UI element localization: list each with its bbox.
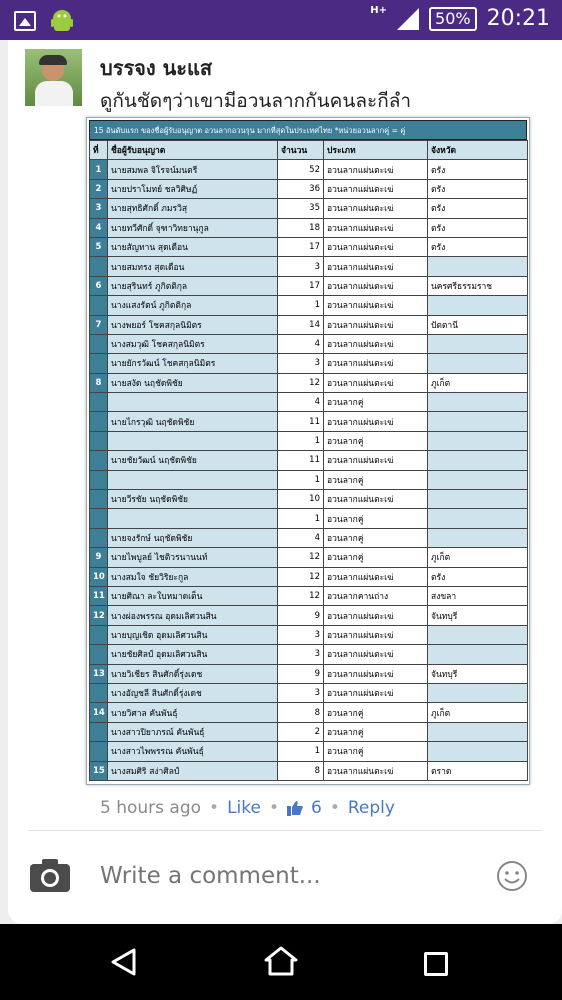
net-type: อวนลากแผ่นตะเฆ่ (324, 334, 428, 353)
table-row (90, 509, 528, 528)
row-number: 1 (90, 160, 108, 179)
row-number (90, 354, 108, 373)
net-type: อวนลากคู่ (324, 528, 428, 547)
amount: 11 (278, 451, 324, 470)
amount: 35 (278, 199, 324, 218)
post-text: ดูกันชัดๆว่าเขามีอวนลากกันคนละกีลำ (100, 90, 412, 112)
row-number: 3 (90, 199, 108, 218)
row-number: 10 (90, 567, 108, 586)
table-row (90, 625, 528, 644)
table-row (90, 257, 528, 276)
licensee-name: นายจงรักษ์ นฤชัดพิชัย (108, 528, 278, 547)
amount: 9 (278, 606, 324, 625)
net-type: อวนลากแผ่นตะเฆ่ (324, 645, 428, 664)
amount: 12 (278, 548, 324, 567)
amount: 8 (278, 761, 324, 780)
post-image[interactable] (86, 117, 530, 785)
amount: 1 (278, 742, 324, 761)
province: นครศรีธรรมราช (428, 276, 528, 295)
province (428, 296, 528, 315)
back-icon[interactable] (110, 948, 138, 976)
table-row (90, 451, 528, 470)
home-icon[interactable] (264, 946, 298, 976)
licensee-name (108, 431, 278, 450)
province: ภูเก็ต (428, 548, 528, 567)
author-name[interactable]: บรรจง นะแส (100, 56, 213, 80)
licensee-name: นางสมวุฒิ โชคสกุลนิมิตร (108, 334, 278, 353)
table-row (90, 218, 528, 237)
net-type: อวนลากคู่ (324, 431, 428, 450)
row-number: 14 (90, 703, 108, 722)
row-number (90, 451, 108, 470)
net-type: อวนลากคู่ (324, 722, 428, 741)
amount: 2 (278, 722, 324, 741)
like-count[interactable]: 6 (311, 798, 322, 818)
province (428, 354, 528, 373)
table-row (90, 761, 528, 780)
net-type: อวนลากแผ่นตะเฆ่ (324, 683, 428, 702)
net-type: อวนลากแผ่นตะเฆ่ (324, 664, 428, 683)
licensee-name: นายสมพล จิโรจน์มนตรี (108, 160, 278, 179)
table-row (90, 645, 528, 664)
net-type: อวนลากแผ่นตะเฆ่ (324, 237, 428, 256)
net-type: อวนลากแผ่นตะเฆ่ (324, 354, 428, 373)
province (428, 451, 528, 470)
net-type: อวนลากแผ่นตะเฆ่ (324, 373, 428, 392)
table-row (90, 237, 528, 256)
row-number (90, 683, 108, 702)
licensee-name: นายศิณา ละใบหมาดเต็น (108, 586, 278, 605)
amount: 1 (278, 470, 324, 489)
licensee-name: นายยักรวัฒน์ โชคสกุลนิมิตร (108, 354, 278, 373)
table-row (90, 354, 528, 373)
licensee-name (108, 393, 278, 412)
table-row (90, 703, 528, 722)
licensee-name: นางแสงรัตน์ ภูกิตติกุล (108, 296, 278, 315)
net-type: อวนลากแผ่นตะเฆ่ (324, 276, 428, 295)
net-type: อวนลากคู่ (324, 509, 428, 528)
table-row (90, 664, 528, 683)
table-row (90, 567, 528, 586)
province (428, 645, 528, 664)
avatar[interactable] (25, 49, 82, 106)
row-number (90, 393, 108, 412)
separator-dot: • (268, 798, 279, 818)
amount: 1 (278, 509, 324, 528)
row-number (90, 257, 108, 276)
net-type: อวนลากแผ่นตะเฆ่ (324, 199, 428, 218)
row-number (90, 470, 108, 489)
net-type: อวนลากแผ่นตะเฆ่ (324, 179, 428, 198)
province (428, 528, 528, 547)
province: สงขลา (428, 586, 528, 605)
separator-dot: • (329, 798, 340, 818)
province (428, 490, 528, 509)
amount: 4 (278, 393, 324, 412)
licensee-name: นายวีรชัย นฤชัดพิชัย (108, 490, 278, 509)
header-no: ที่ (90, 141, 108, 160)
recent-apps-icon[interactable] (424, 952, 448, 976)
licensee-name: นายชัยศิลป์ อุดมเลิศวนสิน (108, 645, 278, 664)
amount: 3 (278, 257, 324, 276)
row-number: 2 (90, 179, 108, 198)
camera-icon[interactable] (30, 858, 70, 892)
clock: 20:21 (486, 6, 550, 31)
amount: 3 (278, 625, 324, 644)
separator-dot: • (209, 798, 220, 818)
reply-button[interactable]: Reply (347, 798, 395, 818)
table-row (90, 528, 528, 547)
net-type: อวนลากคู่ (324, 393, 428, 412)
timestamp: 5 hours ago (100, 798, 202, 818)
amount: 10 (278, 490, 324, 509)
amount: 52 (278, 160, 324, 179)
amount: 3 (278, 683, 324, 702)
header-name: ชื่อผู้รับอนุญาต (108, 141, 278, 160)
navigation-bar (0, 924, 562, 1000)
province: ตรัง (428, 567, 528, 586)
amount: 12 (278, 567, 324, 586)
net-type: อวนลากแผ่นตะเฆ่ (324, 625, 428, 644)
licensee-name: นางสมศิริ สง่าศิลป์ (108, 761, 278, 780)
net-type: อวนลากแผ่นตะเฆ่ (324, 315, 428, 334)
amount: 8 (278, 703, 324, 722)
amount: 3 (278, 645, 324, 664)
row-number: 13 (90, 664, 108, 683)
province: จันทบุรี (428, 606, 528, 625)
amount: 14 (278, 315, 324, 334)
amount: 18 (278, 218, 324, 237)
row-number: 4 (90, 218, 108, 237)
licensee-name: นางอัญชลี สินศักดิ์รุ่งเดช (108, 683, 278, 702)
net-type: อวนลากแผ่นตะเฆ่ (324, 761, 428, 780)
table-row (90, 431, 528, 450)
province: ภูเก็ต (428, 703, 528, 722)
table-header-row (90, 141, 528, 160)
image-table-title: 15 อันดับแรก ของชื่อผู้รับอนุญาต อวนลากอวนรุน มากที่สุดในประเทศไทย *หน่วยอวนลากคู่ = คู่ (89, 120, 527, 140)
licensee-name: นายสมทรง สุดเดือน (108, 257, 278, 276)
network-type: H+ (370, 5, 388, 16)
province: ตรัง (428, 237, 528, 256)
table-row (90, 160, 528, 179)
net-type: อวนลากแผ่นตะเฆ่ (324, 218, 428, 237)
net-type: อวนลากแผ่นตะเฆ่ (324, 257, 428, 276)
android-icon (48, 8, 76, 34)
amount: 36 (278, 179, 324, 198)
licensee-name: นายบุญเชิด อุดมเลิศวนสิน (108, 625, 278, 644)
amount: 3 (278, 354, 324, 373)
licensee-name (108, 470, 278, 489)
row-number (90, 645, 108, 664)
province: ตราด (428, 761, 528, 780)
province: ภูเก็ต (428, 373, 528, 392)
amount: 17 (278, 276, 324, 295)
licensee-name: นายไกรวุฒิ นฤชัดพิชัย (108, 412, 278, 431)
table-row (90, 470, 528, 489)
divider (28, 830, 542, 831)
table-row (90, 548, 528, 567)
licensee-name: นายสงัด นฤชัดพิชัย (108, 373, 278, 392)
amount: 11 (278, 412, 324, 431)
net-type: อวนลากคู่ (324, 548, 428, 567)
table-row (90, 722, 528, 741)
table-row (90, 606, 528, 625)
signal-icon (397, 8, 419, 30)
licensee-name: นางสาวปิยาภรณ์ คันพันธุ์ (108, 722, 278, 741)
net-type: อวนลากคู่ (324, 470, 428, 489)
licensee-name: นายสุทธิศักดิ์ ภมรวิสุ (108, 199, 278, 218)
table-row (90, 315, 528, 334)
amount: 4 (278, 334, 324, 353)
post-meta (100, 798, 395, 818)
like-icon (287, 800, 303, 816)
net-type: อวนลากคู่ (324, 703, 428, 722)
province: ตรัง (428, 199, 528, 218)
amount: 4 (278, 528, 324, 547)
licensee-name: นางสมใจ ชัยวิริยะกูล (108, 567, 278, 586)
licensee-name: นายไพบูลย์ ไชติวรนานนท์ (108, 548, 278, 567)
table-row (90, 393, 528, 412)
net-type: อวนลากแผ่นตะเฆ่ (324, 412, 428, 431)
amount: 17 (278, 237, 324, 256)
header-type: ประเภท (324, 141, 428, 160)
smiley-icon[interactable] (496, 860, 528, 892)
province (428, 625, 528, 644)
net-type: อวนลากคู่ (324, 742, 428, 761)
row-number (90, 296, 108, 315)
province (428, 509, 528, 528)
province (428, 683, 528, 702)
licensee-name (108, 509, 278, 528)
row-number (90, 742, 108, 761)
row-number: 5 (90, 237, 108, 256)
net-type: อวนลากแผ่นตะเฆ่ (324, 606, 428, 625)
table-row (90, 683, 528, 702)
row-number (90, 509, 108, 528)
table-row (90, 586, 528, 605)
licensee-name: นายสุรินทร์ ภูกิตติกุล (108, 276, 278, 295)
province (428, 742, 528, 761)
licensee-name: นายทวีศักดิ์ จุฑาวิทยานุกูล (108, 218, 278, 237)
row-number (90, 722, 108, 741)
amount: 12 (278, 586, 324, 605)
table-row (90, 334, 528, 353)
province (428, 393, 528, 412)
net-type: อวนลากแผ่นตะเฆ่ (324, 451, 428, 470)
net-type: อวนลากแผ่นตะเฆ่ (324, 160, 428, 179)
province: จันทบุรี (428, 664, 528, 683)
province: ตรัง (428, 218, 528, 237)
licensee-name: นายปราโมทย์ ชลวิศิษฏ์ (108, 179, 278, 198)
table-row (90, 276, 528, 295)
amount: 9 (278, 664, 324, 683)
row-number (90, 431, 108, 450)
amount: 1 (278, 296, 324, 315)
province (428, 257, 528, 276)
header-amount: จำนวน (278, 141, 324, 160)
table-row (90, 490, 528, 509)
status-bar (0, 0, 562, 40)
province: ปัตตานี (428, 315, 528, 334)
row-number: 9 (90, 548, 108, 567)
licensee-name: นายวิเชียร สินศักดิ์รุ่งเดช (108, 664, 278, 683)
row-number: 12 (90, 606, 108, 625)
table-row (90, 412, 528, 431)
row-number: 15 (90, 761, 108, 780)
row-number (90, 490, 108, 509)
table-row (90, 742, 528, 761)
row-number: 8 (90, 373, 108, 392)
net-type: อวนลากแผ่นตะเฆ่ (324, 490, 428, 509)
table-row (90, 199, 528, 218)
header-province: จังหวัด (428, 141, 528, 160)
licensee-name: นางผ่องพรรณ อุดมเลิศวนสิน (108, 606, 278, 625)
row-number (90, 412, 108, 431)
licensee-name: นางสาวไพพรรณ คันพันธุ์ (108, 742, 278, 761)
license-table (89, 140, 528, 781)
licensee-name: นายสัญทาน สุดเดือน (108, 237, 278, 256)
licensee-name: นายวิศาล คันพันธุ์ (108, 703, 278, 722)
table-row (90, 373, 528, 392)
amount: 1 (278, 431, 324, 450)
province (428, 470, 528, 489)
province (428, 334, 528, 353)
like-button[interactable]: Like (227, 798, 261, 818)
province: ตรัง (428, 160, 528, 179)
row-number: 11 (90, 586, 108, 605)
net-type: อวนลากแผ่นตะเฆ่ (324, 296, 428, 315)
province: ตรัง (428, 179, 528, 198)
table-row (90, 179, 528, 198)
licensee-name: นายชัยวัฒน์ นฤชัดพิชัย (108, 451, 278, 470)
battery-icon: 50% (429, 7, 477, 31)
province (428, 412, 528, 431)
province (428, 431, 528, 450)
gallery-icon (14, 11, 36, 31)
amount: 12 (278, 373, 324, 392)
table-row (90, 296, 528, 315)
row-number: 7 (90, 315, 108, 334)
licensee-name: นางพยอร์ โชคสกุลนิมิตร (108, 315, 278, 334)
row-number (90, 334, 108, 353)
row-number (90, 528, 108, 547)
comment-input[interactable] (100, 858, 480, 894)
row-number (90, 625, 108, 644)
net-type: อวนลากแผ่นตะเฆ่ (324, 567, 428, 586)
post-card (8, 40, 562, 924)
province (428, 722, 528, 741)
net-type: อวนลากคานถ่าง (324, 586, 428, 605)
row-number: 6 (90, 276, 108, 295)
